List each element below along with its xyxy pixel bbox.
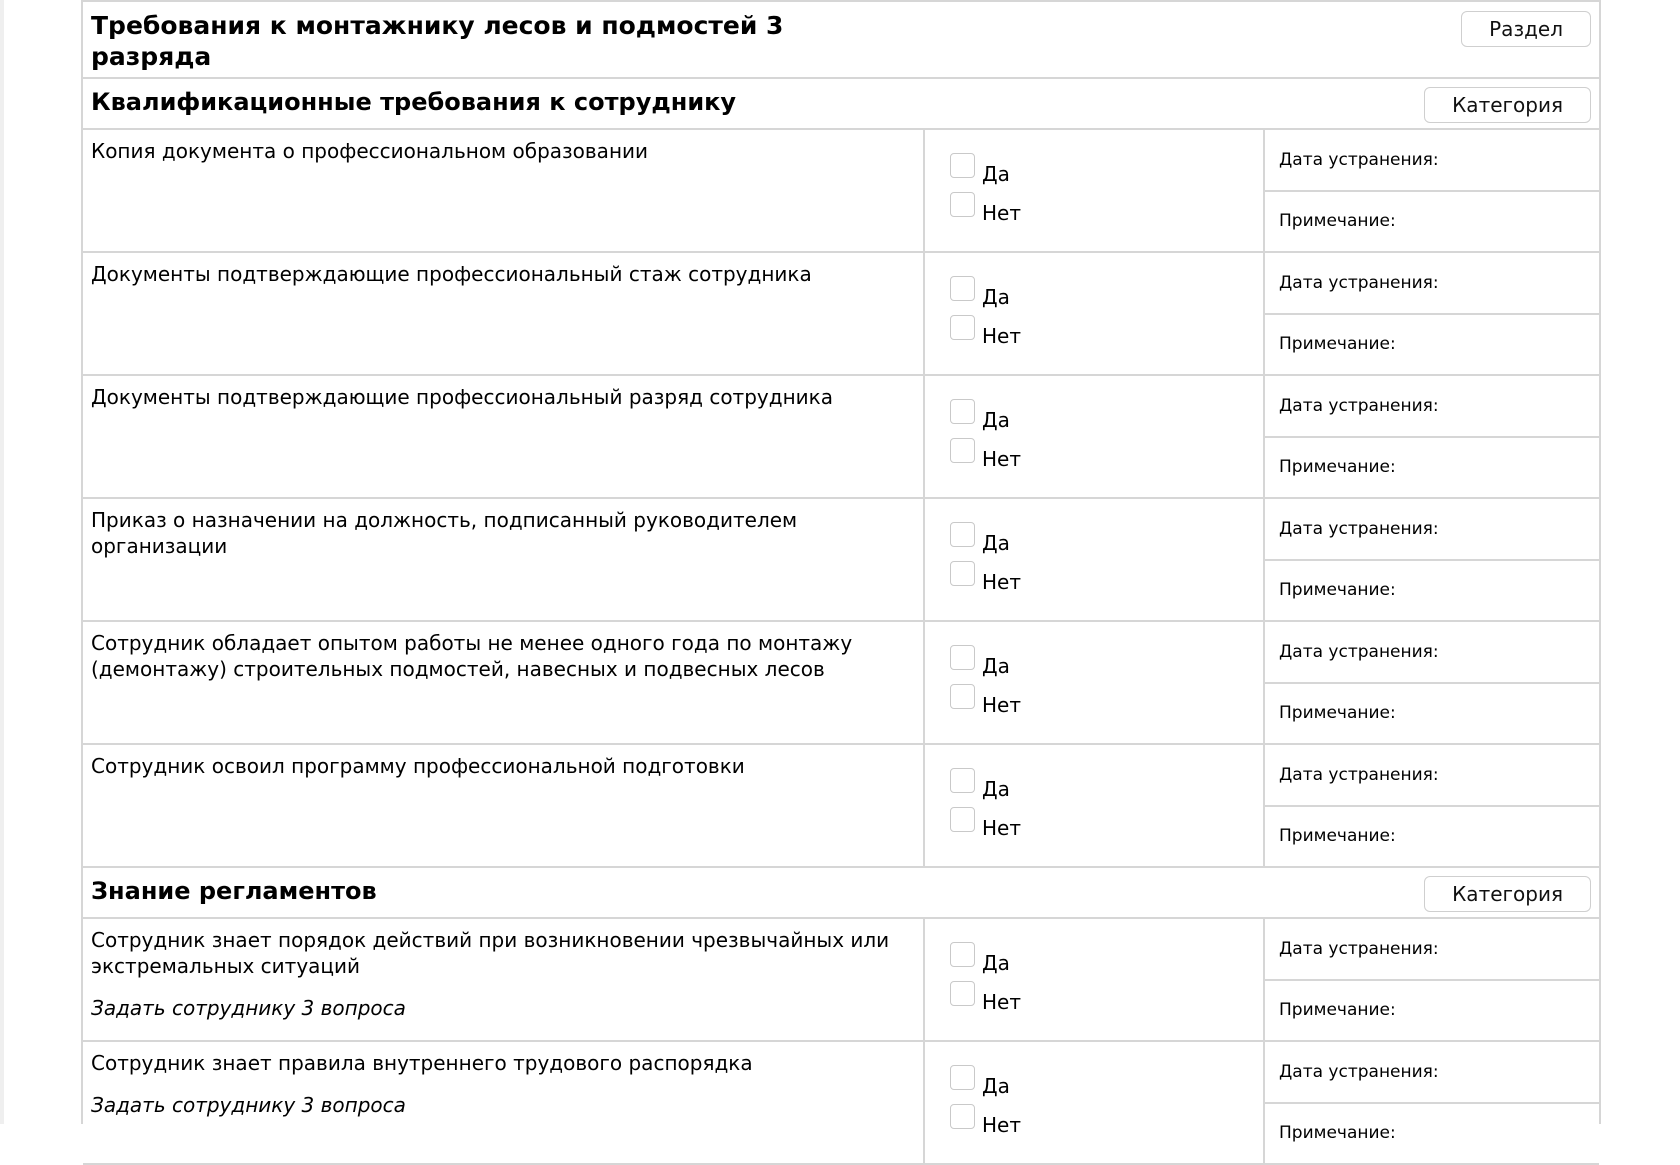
meta-cell: [1265, 376, 1599, 497]
no-label: Нет: [982, 324, 1021, 348]
question-hint: Задать сотруднику 3 вопроса: [91, 996, 406, 1020]
meta-cell: [1265, 622, 1599, 743]
fix-date-label: Дата устранения:: [1279, 149, 1439, 170]
yes-checkbox[interactable]: [950, 522, 975, 547]
question-text-cell: [83, 499, 925, 620]
note-label: Примечание:: [1279, 457, 1396, 478]
note-field[interactable]: [1265, 559, 1599, 621]
fix-date-field[interactable]: [1265, 376, 1599, 436]
note-label: Примечание:: [1279, 1123, 1396, 1144]
fix-date-field[interactable]: [1265, 253, 1599, 313]
question-row: [83, 376, 1599, 499]
answer-cell: [925, 499, 1265, 620]
yes-label: Да: [982, 951, 1010, 975]
question-text: Документы подтверждающие профессиональный стаж сотрудника: [91, 262, 812, 286]
answer-no[interactable]: [950, 315, 1263, 354]
category-title: Знание регламентов: [91, 877, 377, 905]
note-label: Примечание:: [1279, 580, 1396, 601]
answer-cell: [925, 130, 1265, 251]
fix-date-label: Дата устранения:: [1279, 518, 1439, 539]
fix-date-label: Дата устранения:: [1279, 272, 1439, 293]
answer-cell: [925, 253, 1265, 374]
meta-cell: [1265, 130, 1599, 251]
answer-cell: [925, 376, 1265, 497]
question-row: [83, 1042, 1599, 1165]
yes-checkbox[interactable]: [950, 399, 975, 424]
answer-no[interactable]: [950, 684, 1263, 723]
note-field[interactable]: [1265, 313, 1599, 375]
meta-cell: [1265, 745, 1599, 866]
note-field[interactable]: [1265, 190, 1599, 252]
question-text-cell: [83, 622, 925, 743]
answer-yes[interactable]: [950, 1065, 1263, 1104]
answer-yes[interactable]: [950, 153, 1263, 192]
fix-date-field[interactable]: [1265, 130, 1599, 190]
yes-label: Да: [982, 531, 1010, 555]
category-header: [83, 868, 1599, 919]
note-field[interactable]: [1265, 979, 1599, 1041]
question-text-cell: [83, 1042, 925, 1163]
question-text: Сотрудник знает порядок действий при возникновении чрезвычайных или экстремальных ситуаций: [91, 928, 890, 978]
answer-no[interactable]: [950, 807, 1263, 846]
no-label: Нет: [982, 1113, 1021, 1137]
category-title: Квалификационные требования к сотруднику: [91, 88, 737, 116]
note-label: Примечание:: [1279, 334, 1396, 355]
no-label: Нет: [982, 201, 1021, 225]
section-header: [83, 0, 1599, 79]
no-label: Нет: [982, 447, 1021, 471]
section-button[interactable]: Раздел: [1461, 11, 1591, 47]
note-field[interactable]: [1265, 805, 1599, 867]
note-field[interactable]: [1265, 436, 1599, 498]
answer-yes[interactable]: [950, 768, 1263, 807]
category-button[interactable]: Категория: [1424, 876, 1591, 912]
no-checkbox[interactable]: [950, 192, 975, 217]
yes-label: Да: [982, 1074, 1010, 1098]
no-checkbox[interactable]: [950, 981, 975, 1006]
question-text-cell: [83, 919, 925, 1040]
no-checkbox[interactable]: [950, 807, 975, 832]
answer-no[interactable]: [950, 981, 1263, 1020]
answer-yes[interactable]: [950, 942, 1263, 981]
yes-checkbox[interactable]: [950, 645, 975, 670]
question-row: [83, 622, 1599, 745]
meta-cell: [1265, 919, 1599, 1040]
meta-cell: [1265, 1042, 1599, 1163]
category-header: [83, 79, 1599, 130]
section-title: Требования к монтажнику лесов и подмостей 3 разряда: [91, 11, 784, 71]
fix-date-field[interactable]: [1265, 745, 1599, 805]
no-label: Нет: [982, 693, 1021, 717]
categories-container: [83, 79, 1599, 1165]
question-text-cell: [83, 745, 925, 866]
note-label: Примечание:: [1279, 826, 1396, 847]
page-left-edge: [0, 0, 4, 1124]
question-text: Копия документа о профессиональном образовании: [91, 139, 649, 163]
no-checkbox[interactable]: [950, 561, 975, 586]
inspection-form: [81, 0, 1601, 1144]
question-text: Приказ о назначении на должность, подписанный руководителем организации: [91, 508, 798, 558]
no-label: Нет: [982, 816, 1021, 840]
question-row: [83, 253, 1599, 376]
answer-yes[interactable]: [950, 645, 1263, 684]
yes-checkbox[interactable]: [950, 942, 975, 967]
yes-label: Да: [982, 162, 1010, 186]
question-row: [83, 499, 1599, 622]
answer-no[interactable]: [950, 561, 1263, 600]
question-text-cell: [83, 253, 925, 374]
question-row: [83, 745, 1599, 868]
question-text: Документы подтверждающие профессиональный разряд сотрудника: [91, 385, 833, 409]
note-label: Примечание:: [1279, 1000, 1396, 1021]
answer-no[interactable]: [950, 192, 1263, 231]
answer-yes[interactable]: [950, 399, 1263, 438]
fix-date-field[interactable]: [1265, 1042, 1599, 1102]
question-hint: Задать сотруднику 3 вопроса: [91, 1093, 406, 1117]
meta-cell: [1265, 253, 1599, 374]
no-checkbox[interactable]: [950, 315, 975, 340]
fix-date-label: Дата устранения:: [1279, 641, 1439, 662]
fix-date-label: Дата устранения:: [1279, 395, 1439, 416]
yes-checkbox[interactable]: [950, 1065, 975, 1090]
answer-yes[interactable]: [950, 522, 1263, 561]
meta-cell: [1265, 499, 1599, 620]
question-text: Сотрудник освоил программу профессиональной подготовки: [91, 754, 745, 778]
category-button[interactable]: Категория: [1424, 87, 1591, 123]
yes-checkbox[interactable]: [950, 276, 975, 301]
question-text-cell: [83, 376, 925, 497]
answer-no[interactable]: [950, 438, 1263, 477]
fix-date-field[interactable]: [1265, 622, 1599, 682]
fix-date-field[interactable]: [1265, 499, 1599, 559]
fix-date-label: Дата устранения:: [1279, 764, 1439, 785]
answer-cell: [925, 622, 1265, 743]
yes-checkbox[interactable]: [950, 153, 975, 178]
note-field[interactable]: [1265, 682, 1599, 744]
yes-label: Да: [982, 408, 1010, 432]
fix-date-label: Дата устранения:: [1279, 938, 1439, 959]
yes-label: Да: [982, 777, 1010, 801]
no-checkbox[interactable]: [950, 438, 975, 463]
yes-checkbox[interactable]: [950, 768, 975, 793]
note-label: Примечание:: [1279, 703, 1396, 724]
answer-cell: [925, 1042, 1265, 1163]
question-row: [83, 130, 1599, 253]
no-checkbox[interactable]: [950, 1104, 975, 1129]
no-label: Нет: [982, 990, 1021, 1014]
question-row: [83, 919, 1599, 1042]
fix-date-label: Дата устранения:: [1279, 1061, 1439, 1082]
note-label: Примечание:: [1279, 211, 1396, 232]
yes-label: Да: [982, 285, 1010, 309]
answer-cell: [925, 745, 1265, 866]
question-text: Сотрудник обладает опытом работы не менее одного года по монтажу (демонтажу) строительных подмостей, навесных и подвесных лесов: [91, 631, 853, 681]
no-checkbox[interactable]: [950, 684, 975, 709]
answer-yes[interactable]: [950, 276, 1263, 315]
yes-label: Да: [982, 654, 1010, 678]
question-text-cell: [83, 130, 925, 251]
no-label: Нет: [982, 570, 1021, 594]
note-field[interactable]: [1265, 1102, 1599, 1164]
question-text: Сотрудник знает правила внутреннего трудового распорядка: [91, 1051, 753, 1075]
fix-date-field[interactable]: [1265, 919, 1599, 979]
answer-cell: [925, 919, 1265, 1040]
